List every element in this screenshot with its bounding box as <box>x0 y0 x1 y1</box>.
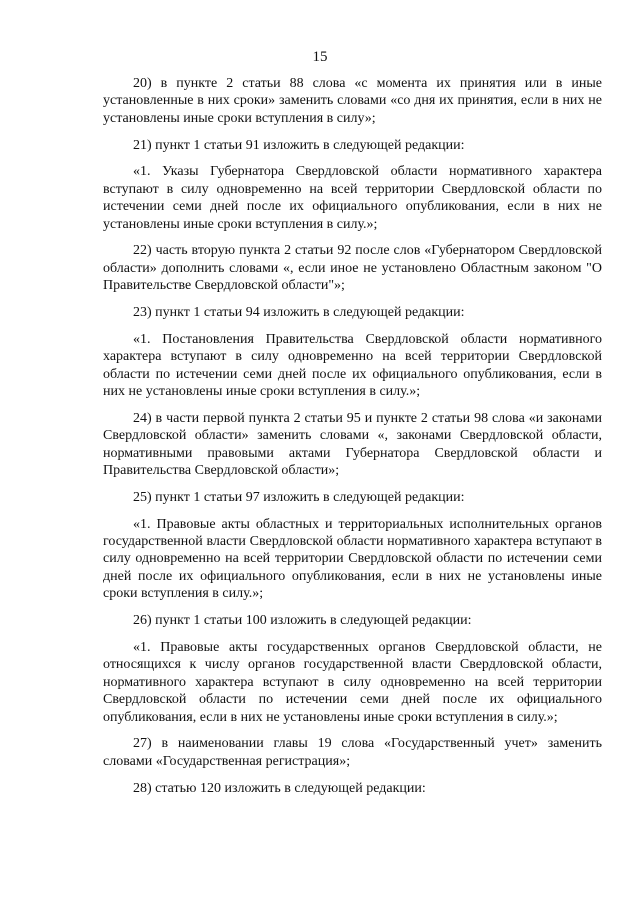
paragraph-21: 21) пункт 1 статьи 91 изложить в следующей редакции: <box>133 137 465 153</box>
paragraph-23: 23) пункт 1 статьи 94 изложить в следующей редакции: <box>133 305 465 321</box>
paragraph-24: 24) в части первой пункта 2 статьи 95 и пункте 2 статьи 98 слова «и законами Свердловской области» заменить словами «, законами Свердловской области, нормативными правовыми актами Губернатора Свердловской области и Правительства Свердловской области»; <box>103 410 602 479</box>
paragraph-26-quote: «1. Правовые акты государственных органов Свердловской области, не относящихся к числу органов государственной власти Свердловской области, нормативного характера вступают в силу одновременно на всей территории Свердловской области по истечении семи дней после их официального опубликования, если в них не установлены иные сроки вступления в силу.»; <box>103 639 602 725</box>
document-body <box>103 75 602 797</box>
paragraph-22: 22) часть вторую пункта 2 статьи 92 после слов «Губернатором Свердловской области» дополнить словами «, если иное не установлено Областным законом "О Правительстве Свердловской области"»; <box>103 243 602 294</box>
paragraph-25: 25) пункт 1 статьи 97 изложить в следующей редакции: <box>133 489 465 505</box>
paragraph-23-quote: «1. Постановления Правительства Свердловской области нормативного характера вступают в силу одновременно на всей территории Свердловской области по истечении семи дней после их официального опубликования, если в них не установлены иные сроки вступления в силу.»; <box>103 331 602 400</box>
paragraph-28: 28) статью 120 изложить в следующей редакции: <box>133 780 426 796</box>
page-number: 15 <box>312 49 328 65</box>
paragraph-26: 26) пункт 1 статьи 100 изложить в следующей редакции: <box>133 613 472 629</box>
paragraph-21-quote: «1. Указы Губернатора Свердловской области нормативного характера вступают в силу одновременно на всей территории Свердловской области по истечении семи дней после их официального опубликования, если в них не установлены иные сроки вступления в силу.»; <box>103 164 602 232</box>
paragraph-25-quote: «1. Правовые акты областных и территориальных исполнительных органов государственной власти Свердловской области нормативного характера вступают в силу одновременно на всей территории Свердловской области по истечении семи дней после их официального опубликования, если в них не установлены иные сроки вступления в силу.»; <box>103 516 602 602</box>
paragraph-27: 27) в наименовании главы 19 слова «Государственный учет» заменить словами «Государственная регистрация»; <box>103 736 602 769</box>
paragraph-20: 20) в пункте 2 статьи 88 слова «с момента их принятия или в иные установленные в них сроки» заменить словами «со дня их принятия, если в них не установлены иные сроки вступления в силу»; <box>103 76 602 126</box>
